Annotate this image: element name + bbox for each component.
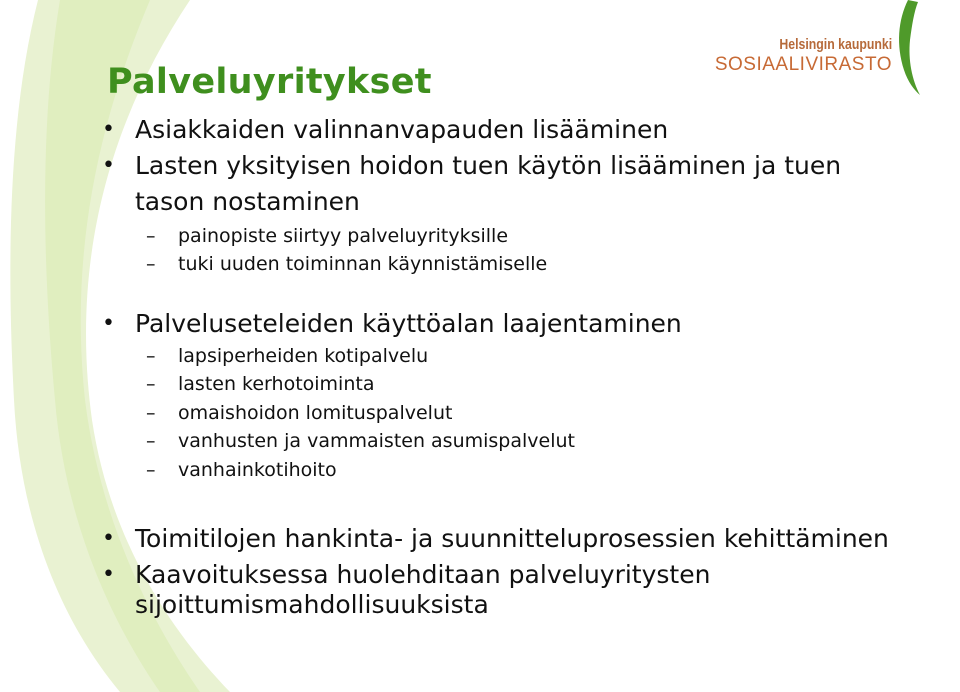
sub-bullet-text: vanhainkotihoito	[178, 459, 337, 481]
sub-bullet-item	[146, 222, 509, 250]
bullet-icon: •	[102, 562, 115, 587]
dash-icon: –	[146, 253, 156, 275]
dash-icon: –	[146, 373, 156, 395]
bullet-item	[102, 307, 682, 341]
bullet-continuation	[135, 588, 489, 622]
bullet-text: Asiakkaiden valinnanvapauden lisääminen	[135, 115, 669, 144]
sub-bullet-text: painopiste siirtyy palveluyrityksille	[178, 225, 509, 247]
dash-icon: –	[146, 225, 156, 247]
bullet-item	[102, 522, 889, 556]
bullet-item	[102, 149, 842, 183]
sub-bullet-text: lapsiperheiden kotipalvelu	[178, 345, 429, 367]
logo-agency-name: SOSIAALIVIRASTO	[714, 54, 892, 75]
dash-icon: –	[146, 430, 156, 452]
sub-bullet-item	[146, 427, 575, 455]
bullet-continuation	[135, 185, 360, 219]
sub-bullet-item	[146, 370, 375, 398]
bullet-icon: •	[102, 117, 115, 142]
sub-bullet-item	[146, 456, 337, 484]
sub-bullet-item	[146, 399, 453, 427]
bullet-text: Palveluseteleiden käyttöalan laajentaminen	[135, 309, 682, 338]
sub-bullet-text: tuki uuden toiminnan käynnistämiselle	[178, 253, 548, 275]
bullet-text: Kaavoituksessa huolehditaan palveluyritysten	[135, 560, 711, 589]
sub-bullet-item	[146, 250, 548, 278]
dash-icon: –	[146, 345, 156, 367]
leaf-icon	[890, 0, 922, 95]
bullet-text: tason nostaminen	[135, 187, 360, 216]
sub-bullet-text: omaishoidon lomituspalvelut	[178, 402, 453, 424]
bullet-icon: •	[102, 153, 115, 178]
sub-bullet-text: vanhusten ja vammaisten asumispalvelut	[178, 430, 575, 452]
sub-bullet-text: lasten kerhotoiminta	[178, 373, 375, 395]
bullet-icon: •	[102, 526, 115, 551]
logo	[715, 36, 892, 76]
bullet-item	[102, 113, 669, 147]
logo-city-name: Helsingin kaupunki	[779, 36, 892, 53]
bullet-item	[102, 558, 711, 592]
dash-icon: –	[146, 459, 156, 481]
bullet-icon: •	[102, 311, 115, 336]
sub-bullet-item	[146, 342, 429, 370]
dash-icon: –	[146, 402, 156, 424]
bullet-text: Lasten yksityisen hoidon tuen käytön lisääminen ja tuen	[135, 151, 842, 180]
bullet-text: sijoittumismahdollisuuksista	[135, 590, 489, 619]
bullet-text: Toimitilojen hankinta- ja suunnitteluprosessien kehittäminen	[135, 524, 889, 553]
slide-title: Palveluyritykset	[107, 62, 432, 102]
